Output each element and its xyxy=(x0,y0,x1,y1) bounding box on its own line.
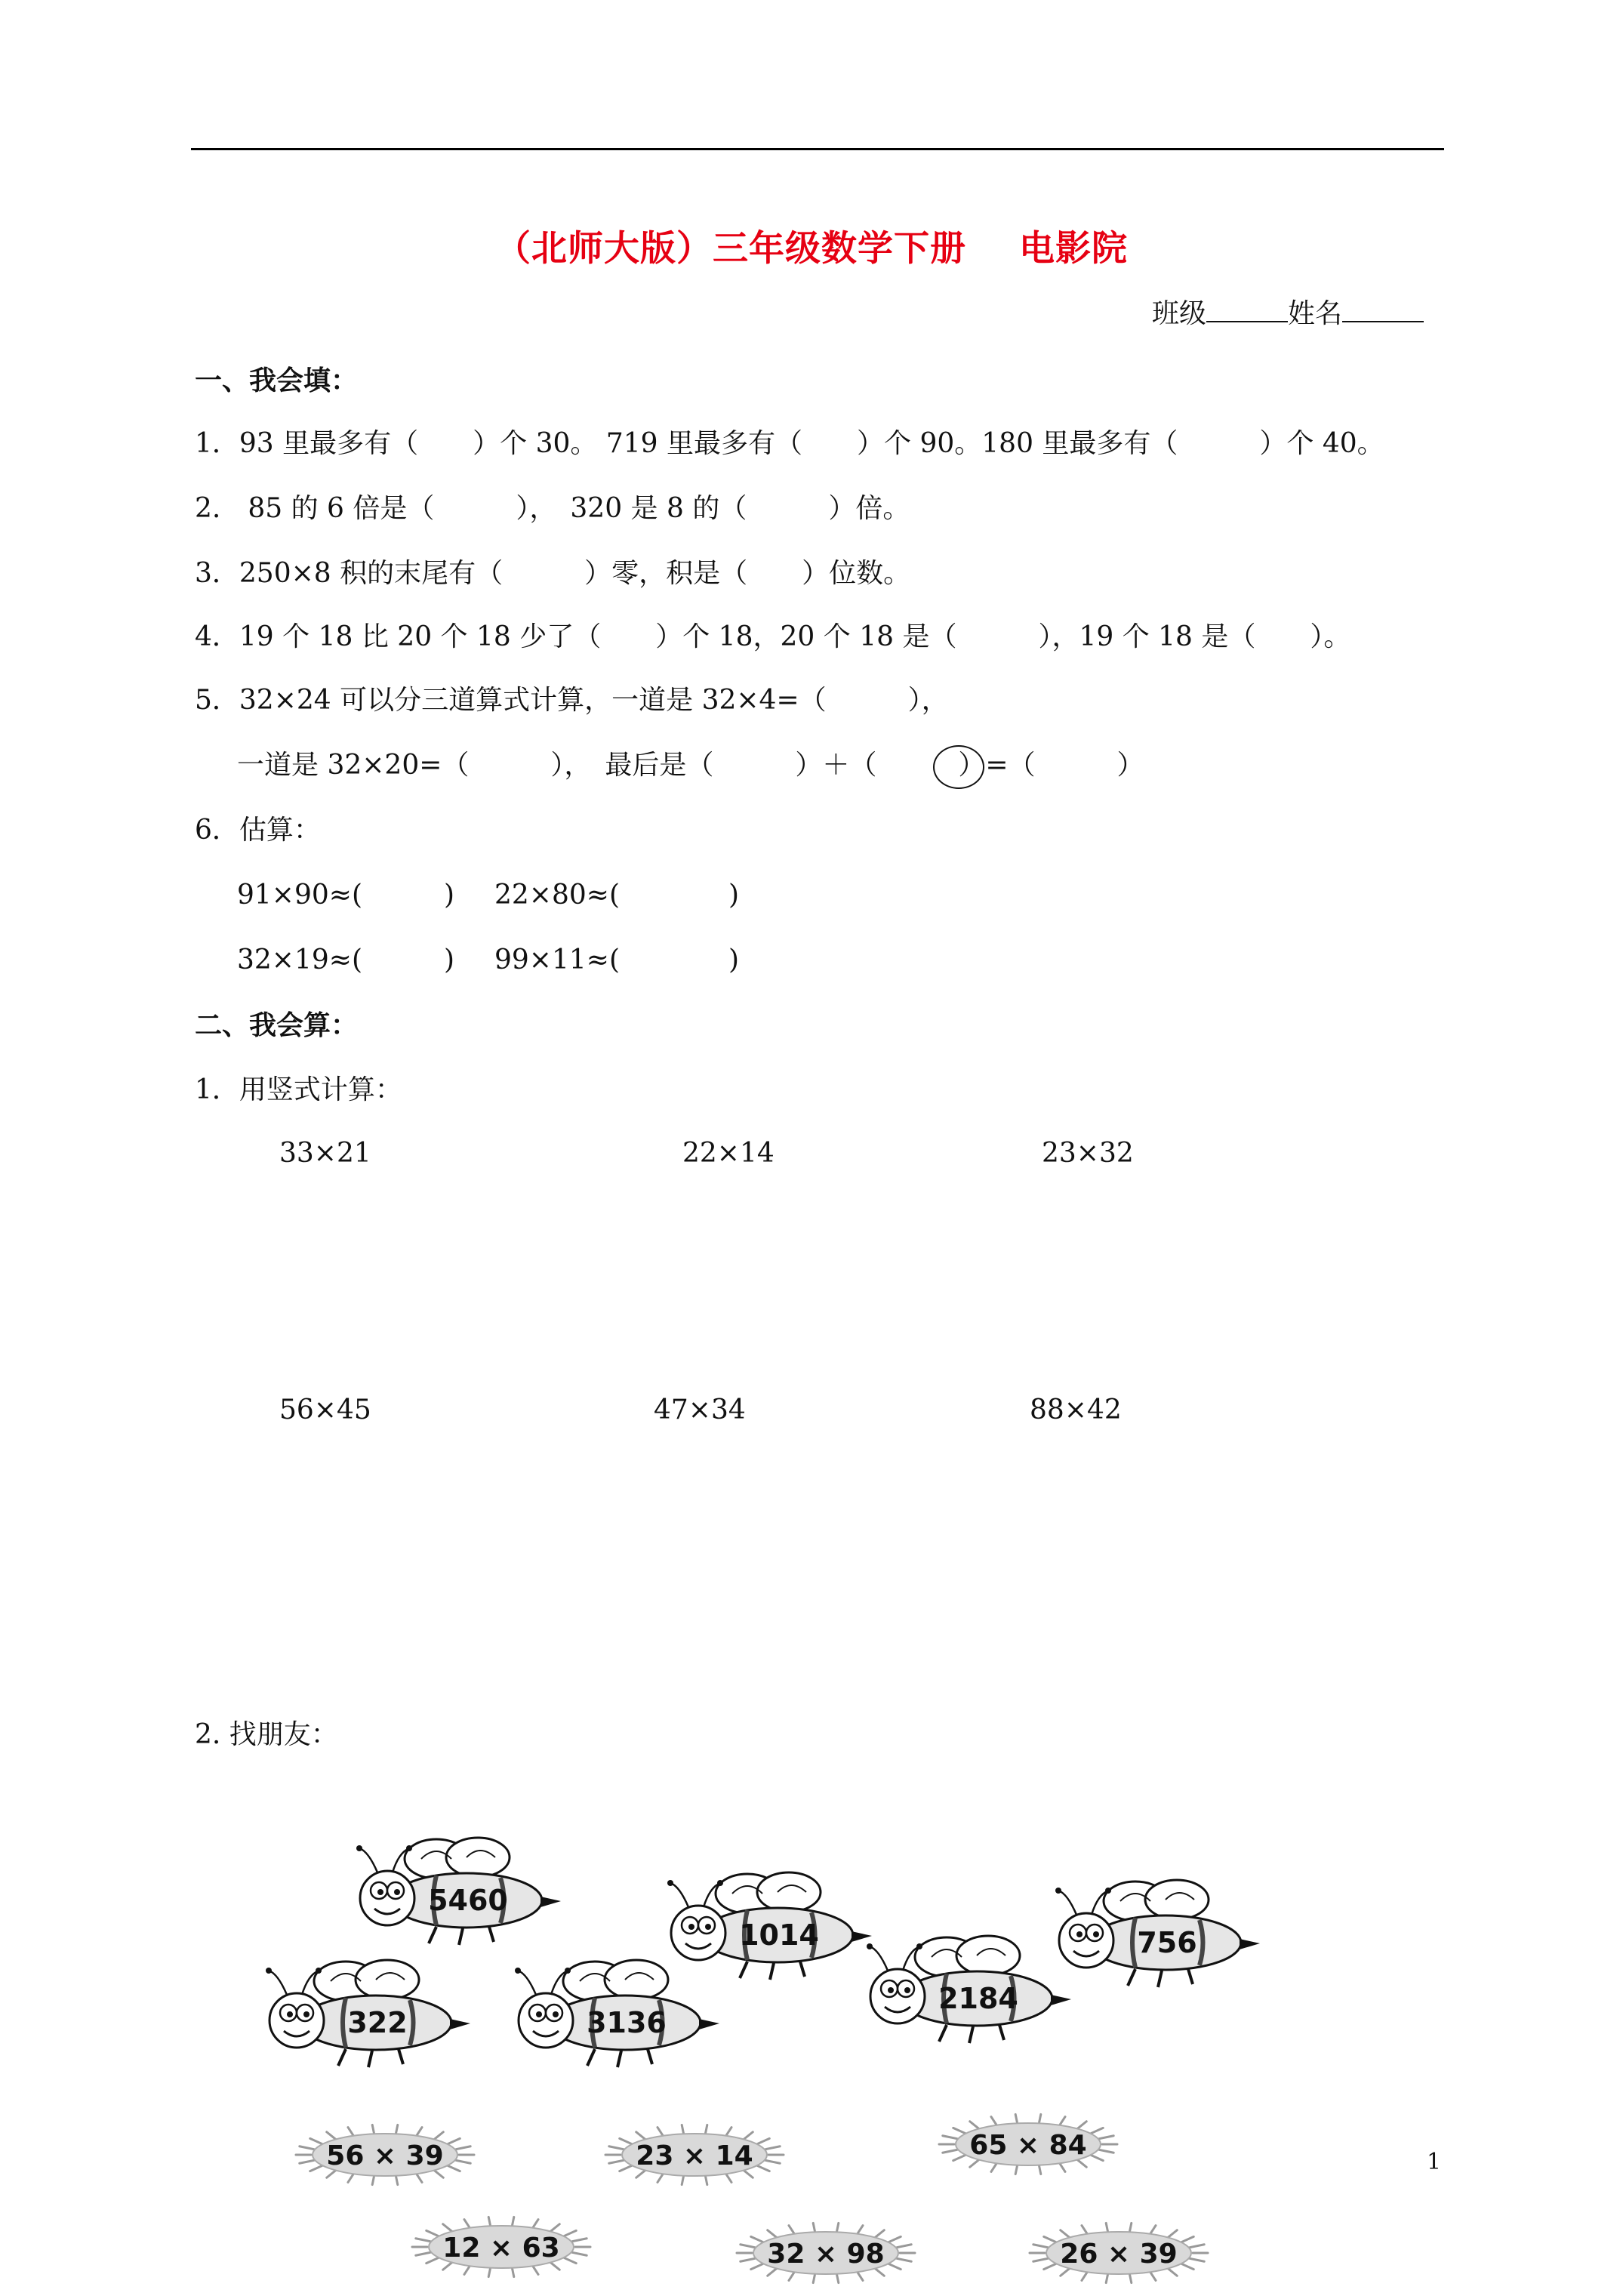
class-label: 班级 xyxy=(1152,298,1207,329)
estimate-item: 22×80≈( ) xyxy=(494,880,740,911)
estimate-item: 99×11≈( ) xyxy=(494,945,740,975)
page-number: 1 xyxy=(1427,2149,1442,2175)
vertical-problem: 23×32 xyxy=(1042,1138,1134,1169)
flower-icon xyxy=(1021,2217,1217,2289)
flower-expression: 12 × 63 xyxy=(442,2233,560,2264)
vertical-problem: 56×45 xyxy=(279,1395,371,1425)
flower-icon xyxy=(403,2211,599,2283)
estimate-item: 91×90≈( ) xyxy=(237,880,455,911)
bee-number: 756 xyxy=(1137,1926,1197,1959)
bee-number: 322 xyxy=(347,2006,408,2039)
bee-icon xyxy=(1045,1878,1264,1992)
vertical-problem: 33×21 xyxy=(279,1138,371,1169)
question-6-heading: 6．估算： xyxy=(195,815,321,846)
flower-expression: 56 × 39 xyxy=(326,2140,444,2171)
bee-icon xyxy=(255,1959,474,2072)
bee-number: 5460 xyxy=(428,1884,508,1917)
name-label: 姓名 xyxy=(1288,298,1343,329)
flower-icon xyxy=(287,2119,483,2191)
title-lesson: 电影院 xyxy=(1019,228,1128,270)
question-5-line1: 5．32×24 可以分三道算式计算，一道是 32×4=（ ）， xyxy=(195,685,949,716)
vertical-calc-heading: 1．用竖式计算： xyxy=(195,1074,402,1105)
student-info xyxy=(1152,297,1424,331)
bee-icon xyxy=(856,1934,1075,2048)
bee-number: 3136 xyxy=(587,2006,667,2039)
circle-mark xyxy=(933,745,984,789)
estimate-item: 32×19≈( ) xyxy=(237,945,455,975)
bee-number: 2184 xyxy=(938,1982,1018,2015)
flower-icon xyxy=(728,2217,924,2289)
name-blank[interactable] xyxy=(1342,298,1424,322)
question-5-line2: 一道是 32×20=（ ）， 最后是（ ）＋（ ）=（ ） xyxy=(237,750,1144,781)
flower-expression: 26 × 39 xyxy=(1060,2239,1178,2270)
flower-expression: 32 × 98 xyxy=(767,2239,885,2270)
bee-icon xyxy=(504,1959,723,2072)
flower-icon xyxy=(930,2108,1126,2180)
match-heading: 2. 找朋友： xyxy=(195,1719,338,1750)
header-rule xyxy=(191,148,1444,150)
page-title xyxy=(0,220,1623,271)
bee-icon xyxy=(346,1836,565,1949)
section1-heading: 一、我会填： xyxy=(195,365,359,396)
bee-number: 1014 xyxy=(739,1918,819,1952)
flower-icon xyxy=(596,2119,793,2191)
flower-expression: 23 × 14 xyxy=(636,2140,753,2171)
question-3: 3．250×8 积的末尾有（ ）零，积是（ ）位数。 xyxy=(195,558,911,589)
class-blank[interactable] xyxy=(1206,298,1288,322)
question-2: 2. 85 的 6 倍是（ ）， 320 是 8 的（ ）倍。 xyxy=(195,493,910,524)
question-1: 1．93 里最多有（ ）个 30。 719 里最多有（ ）个 90。180 里最多有（ ）个 40。 xyxy=(195,428,1384,459)
vertical-problem: 88×42 xyxy=(1030,1395,1122,1425)
flower-expression: 65 × 84 xyxy=(969,2130,1087,2161)
title-main: （北师大版）三年级数学下册 xyxy=(495,228,966,270)
vertical-problem: 47×34 xyxy=(654,1395,746,1425)
section2-heading: 二、我会算： xyxy=(195,1009,359,1041)
vertical-problem: 22×14 xyxy=(682,1138,775,1169)
question-4: 4．19 个 18 比 20 个 18 少了（ ）个 18，20 个 18 是（ ），19 个 18 是（ ）。 xyxy=(195,621,1351,652)
